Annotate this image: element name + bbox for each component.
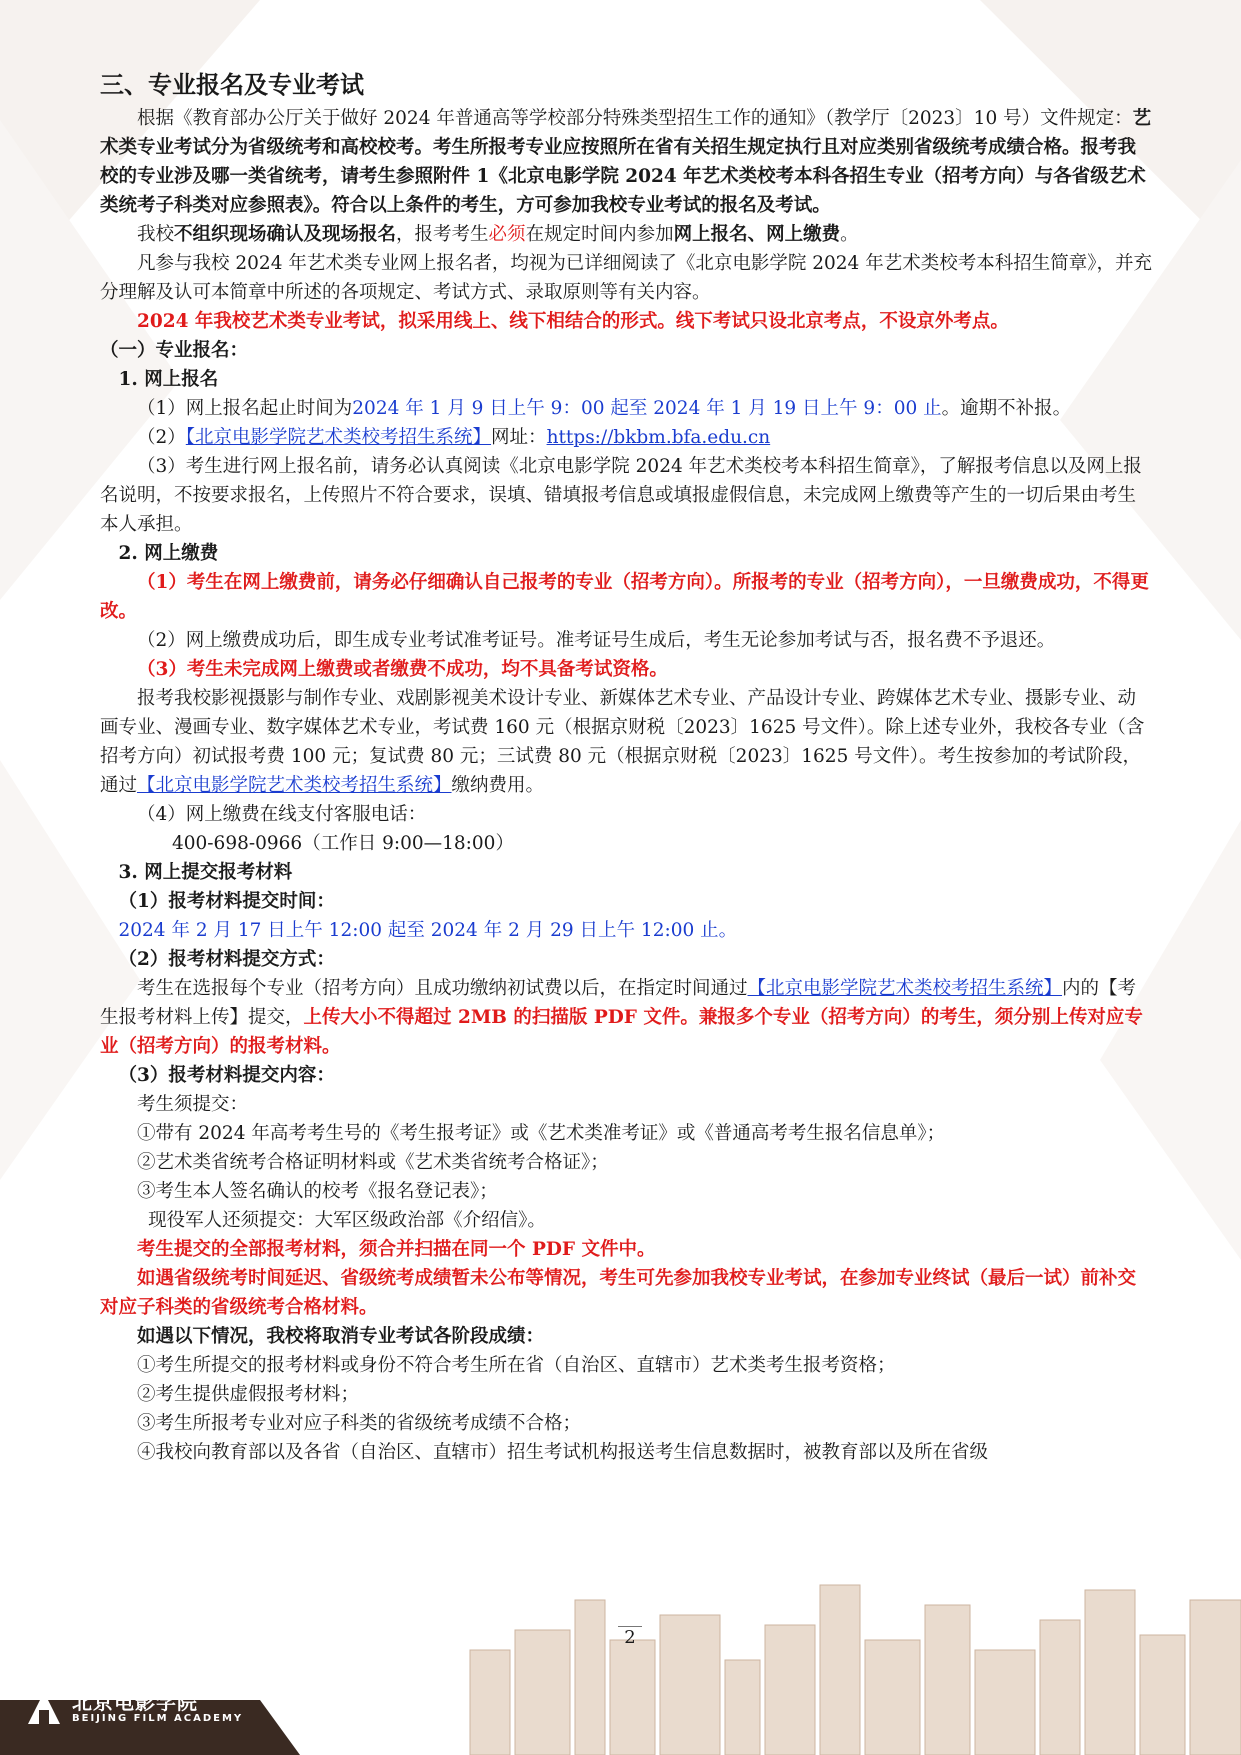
text: 内的【考生报考材料上传】提交， — [100, 978, 1137, 1028]
logo-name-en: BEIJING FILM ACADEMY — [72, 1713, 244, 1724]
bold-text: 不组织现场确认及现场报名 — [174, 224, 397, 245]
list-item: ③考生所报考专业对应子科类的省级统考成绩不合格； — [137, 1413, 582, 1434]
list-item: ①带有 2024 年高考考生号的《考生报考证》或《艺术类准考证》或《普通高考考生报名信息单》； — [137, 1123, 946, 1144]
logo-text-block — [72, 1691, 243, 1725]
payment-requirement: （3）考生未完成网上缴费或者缴费不成功，均不具备考试资格。 — [137, 659, 668, 680]
fee-paragraph — [100, 684, 1152, 800]
city-skyline-illustration — [470, 1585, 1241, 1755]
text: 网址： — [491, 427, 547, 448]
registration-period — [100, 394, 1152, 423]
submission-method-label: （2）报考材料提交方式： — [118, 949, 335, 970]
text: （2） — [137, 427, 186, 448]
url-link[interactable]: https://bkbm.bfa.edu.cn — [546, 427, 771, 448]
film-academy-emblem-icon — [24, 1688, 64, 1728]
pdf-requirement: 考生提交的全部报考材料，须合并扫描在同一个 PDF 文件中。 — [137, 1239, 656, 1260]
item-heading: 3. 网上提交报考材料 — [118, 862, 293, 883]
list-item: ②考生提供虚假报考材料； — [137, 1384, 360, 1405]
must-submit-label: 考生须提交： — [137, 1094, 249, 1115]
list-item: ④我校向教育部以及各省（自治区、直辖市）招生考试机构报送考生信息数据时，被教育部以及所在省级 — [137, 1442, 989, 1463]
section-heading: 三、专业报名及专业考试 — [100, 71, 364, 99]
submission-time: 2024 年 2 月 17 日上午 12:00 起至 2024 年 2 月 29 日上午 12:00 止。 — [118, 920, 738, 941]
support-phone: 400-698-0966（工作日 9:00—18:00） — [172, 833, 514, 854]
intro-paragraph — [100, 104, 1152, 220]
page-number-text: 2 — [618, 1626, 641, 1648]
agreement-paragraph: 凡参与我校 2024 年艺术类专业网上报名者，均视为已详细阅读了《北京电影学院 2024 年艺术类校考本科招生简章》，并充分理解及认可本简章中所述的各项规定、考试方式、录取原则等有关内容。 — [100, 253, 1152, 303]
system-link[interactable]: 【北京电影学院艺术类校考招生系统】 — [185, 427, 492, 448]
document-body — [100, 68, 1152, 1467]
date-range: 2024 年 1 月 9 日上午 9：00 起至 2024 年 1 月 19 日上午 9：00 止 — [352, 398, 942, 419]
subsection-heading: （一）专业报名： — [100, 340, 249, 361]
list-item: 现役军人还须提交：大军区级政治部《介绍信》。 — [148, 1210, 546, 1231]
text: 缴纳费用。 — [451, 775, 545, 796]
registration-system — [100, 423, 1152, 452]
delay-notice: 如遇省级统考时间延迟、省级统考成绩暂未公布等情况，考生可先参加我校专业考试，在参加专业终试（最后一试）前补交对应子科类的省级统考合格材料。 — [100, 1268, 1137, 1318]
text: 在规定时间内参加 — [525, 224, 674, 245]
text: ，报考考生 — [396, 224, 489, 245]
registration-warning: （3）考生进行网上报名前，请务必认真阅读《北京电影学院 2024 年艺术类校考本科招生简章》，了解报考信息以及网上报名说明，不按要求报名，上传照片不符合要求，误填、错填报考信息或填报虚假信息，未完成网上缴费等产生的一切后果由考生本人承担。 — [100, 456, 1142, 535]
exam-format-notice: 2024 年我校艺术类专业考试，拟采用线上、线下相结合的形式。线下考试只设北京考点，不设京外考点。 — [137, 311, 1009, 332]
system-link[interactable]: 【北京电影学院艺术类校考招生系统】 — [137, 775, 452, 796]
support-phone-label: （4）网上缴费在线支付客服电话： — [137, 804, 427, 825]
logo-name-cn: 北京电影学院 — [72, 1690, 198, 1714]
text: 。 — [840, 224, 859, 245]
text: 我校 — [137, 224, 175, 245]
submission-content-label: （3）报考材料提交内容： — [118, 1065, 335, 1086]
red-text: 上传大小不得超过 2MB 的扫描版 PDF 文件。兼报多个专业（招考方向）的考生，须分别上传对应专业（招考方向）的报考材料。 — [100, 1007, 1143, 1057]
submission-time-label: （1）报考材料提交时间： — [118, 891, 335, 912]
red-text: 必须 — [488, 224, 526, 245]
text: 考生在选报每个专业（招考方向）且成功缴纳初试费以后，在指定时间通过 — [137, 978, 748, 999]
page-number — [600, 1627, 660, 1648]
list-item: ②艺术类省统考合格证明材料或《艺术类省统考合格证》； — [137, 1152, 609, 1173]
payment-warning: （1）考生在网上缴费前，请务必仔细确认自己报考的专业（招考方向）。所报考的专业（招考方向），一旦缴费成功，不得更改。 — [100, 572, 1149, 622]
item-heading: 2. 网上缴费 — [118, 543, 219, 564]
intro-bold-text: 艺术类专业考试分为省级统考和高校校考。考生所报考专业应按照所在省有关招生规定执行且对应类别省级统考成绩合格。报考我校的专业涉及哪一类省统考，请考生参照附件 1《北京电影学院 2024 年艺术类校考本科各招生专业（招考方向）与各省级艺术类统考子科类对应参照表》。符合以上条件的考生，方可参加我校专业考试的报名及考试。 — [100, 108, 1152, 216]
list-item: ③考生本人签名确认的校考《报名登记表》； — [137, 1181, 498, 1202]
bold-text: 网上报名、网上缴费 — [673, 224, 841, 245]
submission-method — [100, 974, 1152, 1061]
intro-text: 根据《教育部办公厅关于做好 2024 年普通高等学校部分特殊类型招生工作的通知》（教学厅〔2023〕10 号）文件规定： — [137, 108, 1133, 129]
list-item: ①考生所提交的报考材料或身份不符合考生所在省（自治区、直辖市）艺术类考生报考资格； — [137, 1355, 896, 1376]
item-heading: 1. 网上报名 — [118, 369, 219, 390]
text: 报考我校影视摄影与制作专业、戏剧影视美术设计专业、新媒体艺术专业、产品设计专业、跨媒体艺术专业、摄影专业、动画专业、漫画专业、数字媒体艺术专业，考试费 160 元（根据京财税〔2023〕1625 号文件）。除上述专业外，我校各专业（含招考方向）初试报考费 100 元；复试费 80 元；三试费 80 元（根据京财税〔2023〕1625 号文件）。考生按参加的考试阶段，通过 — [100, 688, 1145, 796]
text: 。逾期不补报。 — [941, 398, 1072, 419]
registration-notice — [100, 220, 1152, 249]
school-logo — [24, 1688, 243, 1728]
payment-info: （2）网上缴费成功后，即生成专业考试准考证号。准考证号生成后，考生无论参加考试与否，报名费不予退还。 — [137, 630, 1056, 651]
system-link[interactable]: 【北京电影学院艺术类校考招生系统】 — [747, 978, 1063, 999]
text: （1）网上报名起止时间为 — [137, 398, 353, 419]
cancellation-label: 如遇以下情况，我校将取消专业考试各阶段成绩： — [137, 1326, 545, 1347]
